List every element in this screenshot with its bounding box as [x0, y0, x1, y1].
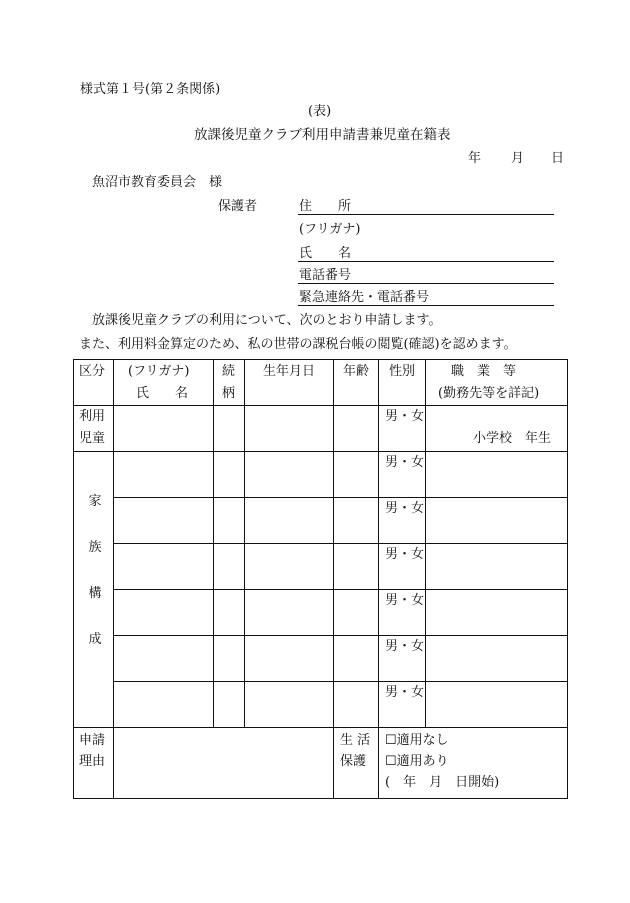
welfare-start-date: ( 年 月 日開始)	[385, 775, 500, 790]
table-row-family	[74, 682, 568, 728]
guardian-address-field[interactable]	[298, 214, 554, 215]
guardian-name-field[interactable]	[298, 261, 554, 262]
date-month-label: 月	[511, 151, 525, 166]
child-gender-cell[interactable]: 男・女	[379, 406, 426, 452]
family-gender-cell[interactable]: 男・女	[379, 590, 426, 636]
form-side-label: (表)	[308, 104, 332, 119]
child-birthdate-cell[interactable]	[245, 406, 334, 452]
child-label: 利用 児童	[74, 406, 114, 452]
header-age: 年齢	[334, 360, 379, 406]
family-gender-cell[interactable]: 男・女	[379, 498, 426, 544]
family-gender-cell[interactable]: 男・女	[379, 452, 426, 498]
date-day-label: 日	[551, 151, 565, 166]
welfare-label: 生 活 保護	[334, 728, 379, 799]
date-year-label: 年	[468, 151, 482, 166]
welfare-option-applied-checkbox[interactable]: ☐適用あり	[385, 754, 449, 769]
header-gender: 性別	[379, 360, 426, 406]
reason-label: 申請 理由	[74, 728, 114, 799]
header-relation: 続 柄	[214, 360, 245, 406]
child-age-cell[interactable]	[334, 406, 379, 452]
reason-input-cell[interactable]	[114, 728, 334, 799]
table-row-family	[74, 590, 568, 636]
consent-statement: また、利用料金算定のため、私の世帯の課税台帳の閲覧(確認)を認めます。	[79, 337, 517, 352]
form-title: 放課後児童クラブ利用申請書兼児童在籍表	[194, 127, 451, 143]
table-row-family	[74, 452, 568, 498]
header-birthdate: 生年月日	[245, 360, 334, 406]
header-occupation: 職 業 等 (勤務先等を詳記)	[426, 360, 568, 406]
header-name: (フリガナ) 氏 名	[114, 360, 214, 406]
child-relation-cell[interactable]	[214, 406, 245, 452]
family-gender-cell[interactable]: 男・女	[379, 544, 426, 590]
table-row-family	[74, 544, 568, 590]
guardian-emergency-field[interactable]	[298, 305, 554, 306]
guardian-phone-field[interactable]	[298, 283, 554, 284]
application-statement: 放課後児童クラブの利用について、次のとおり申請します。	[92, 313, 442, 328]
table-row-family	[74, 636, 568, 682]
table-row-child	[74, 406, 568, 452]
application-table	[73, 359, 568, 799]
addressee: 魚沼市教育委員会 様	[92, 175, 223, 190]
guardian-address-label: 住 所	[299, 199, 352, 214]
table-header-row	[74, 360, 568, 406]
guardian-phone-label: 電話番号	[299, 268, 352, 283]
welfare-options-cell	[379, 728, 568, 799]
table-row-reason	[74, 728, 568, 799]
form-number: 様式第１号(第２条関係)	[80, 82, 221, 97]
family-gender-cell[interactable]: 男・女	[379, 682, 426, 728]
guardian-emergency-label: 緊急連絡先・電話番号	[299, 290, 430, 305]
child-school-cell[interactable]: 小学校 年生	[426, 406, 568, 452]
guardian-name-label: 氏 名	[299, 246, 352, 261]
welfare-option-none-checkbox[interactable]: ☐適用なし	[385, 733, 449, 748]
guardian-label: 保護者	[218, 199, 258, 214]
guardian-furigana-label: (フリガナ)	[299, 222, 361, 237]
family-gender-cell[interactable]: 男・女	[379, 636, 426, 682]
family-label: 家 族 構 成	[74, 452, 114, 728]
header-category: 区分	[74, 360, 114, 406]
child-name-cell[interactable]	[114, 406, 214, 452]
table-row-family	[74, 498, 568, 544]
